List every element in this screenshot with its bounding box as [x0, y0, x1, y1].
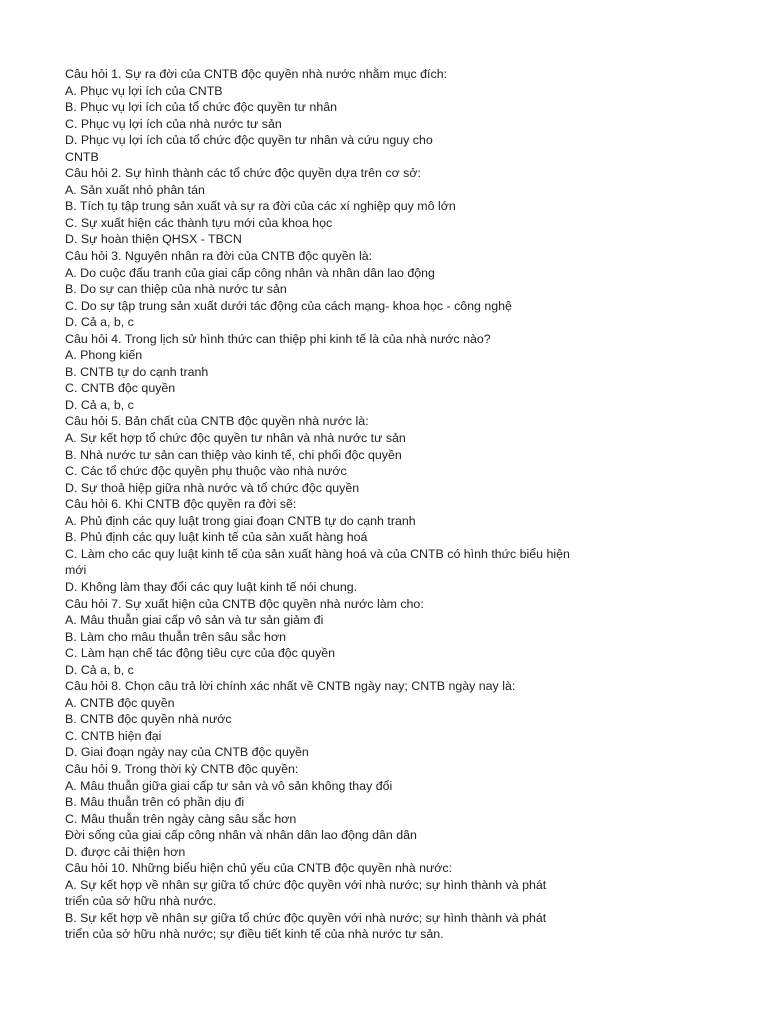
- question-5-heading: Câu hỏi 5. Bản chất của CNTB độc quyền nhà nước là:: [65, 414, 369, 429]
- question-9-option-d: D. được cải thiện hơn: [65, 844, 186, 859]
- question-10-heading: Câu hỏi 10. Những biểu hiện chủ yếu của CNTB độc quyền nhà nước:: [65, 861, 453, 876]
- question-4-heading: Câu hỏi 4. Trong lịch sử hình thức can thiệp phi kinh tế là của nhà nước nào?: [65, 331, 491, 346]
- question-7-option-b: B. Làm cho mâu thuẫn trên sâu sắc hơn: [65, 629, 286, 644]
- question-10-option-a-continued: triển của sở hữu nhà nước.: [65, 894, 217, 909]
- question-9-statement: Đời sống của giai cấp công nhân và nhân dân lao động dân dân: [65, 828, 417, 843]
- question-8-option-b: B. CNTB độc quyền nhà nước: [65, 712, 232, 727]
- document-page: [65, 66, 585, 943]
- question-8-heading: Câu hỏi 8. Chọn câu trả lời chính xác nhất về CNTB ngày nay; CNTB ngày nay là:: [65, 679, 516, 694]
- question-2-option-c: C. Sự xuất hiện các thành tựu mới của khoa học: [65, 215, 333, 230]
- question-4-option-d: D. Cả a, b, c: [65, 397, 134, 412]
- question-10-option-a: A. Sự kết hợp về nhân sự giữa tổ chức độc quyền với nhà nước; sự hình thành và phát: [65, 877, 547, 892]
- question-7-option-c: C. Làm hạn chế tác động tiêu cực của độc quyền: [65, 646, 336, 661]
- question-6-option-c-continued: mới: [65, 563, 87, 578]
- question-4-option-c: C. CNTB độc quyền: [65, 381, 176, 396]
- question-3-option-b: B. Do sự can thiệp của nhà nước tư sản: [65, 282, 287, 297]
- question-5-option-d: D. Sự thoả hiệp giữa nhà nước và tổ chức độc quyền: [65, 480, 360, 495]
- question-5-option-a: A. Sự kết hợp tổ chức độc quyền tư nhân và nhà nước tư sản: [65, 431, 406, 446]
- question-1-option-a: A. Phục vụ lợi ích của CNTB: [65, 83, 223, 98]
- question-10-option-b-continued: triển của sở hữu nhà nước; sự điều tiết kinh tế của nhà nước tư sản.: [65, 927, 444, 942]
- question-6-option-d: D. Không làm thay đổi các quy luật kinh tế nói chung.: [65, 579, 358, 594]
- question-5-option-b: B. Nhà nước tư sản can thiệp vào kinh tế, chi phối độc quyền: [65, 447, 402, 462]
- question-6-heading: Câu hỏi 6. Khi CNTB độc quyền ra đời sẽ:: [65, 497, 297, 512]
- question-1-option-d-continued: CNTB: [65, 149, 99, 164]
- question-1-option-b: B. Phục vụ lợi ích của tổ chức độc quyền tư nhân: [65, 100, 337, 115]
- question-9-option-c: C. Mâu thuẫn trên ngày càng sâu sắc hơn: [65, 811, 297, 826]
- question-1-heading: Câu hỏi 1. Sự ra đời của CNTB độc quyền nhà nước nhằm mục đích:: [65, 67, 448, 81]
- question-7-option-a: A. Mâu thuẫn giai cấp vô sản và tư sản giảm đi: [65, 613, 324, 628]
- question-4-option-b: B. CNTB tự do cạnh tranh: [65, 364, 209, 379]
- question-3-option-c: C. Do sự tập trung sản xuất dưới tác động của cách mạng- khoa học - công nghệ: [65, 298, 512, 313]
- question-3-option-a: A. Do cuộc đấu tranh của giai cấp công nhân và nhân dân lao động: [65, 265, 435, 280]
- question-8-option-c: C. CNTB hiện đại: [65, 728, 162, 743]
- question-6-option-b: B. Phủ định các quy luật kinh tế của sản xuất hàng hoá: [65, 530, 368, 545]
- question-6-option-a: A. Phủ định các quy luật trong giai đoạn CNTB tự do cạnh tranh: [65, 513, 416, 528]
- question-5-option-c: C. Các tổ chức độc quyền phụ thuộc vào nhà nước: [65, 464, 347, 479]
- question-9-option-a: A. Mâu thuẫn giữa giai cấp tư sản và vô sản không thay đổi: [65, 778, 393, 793]
- question-2-option-a: A. Sản xuất nhỏ phân tán: [65, 182, 205, 197]
- question-3-heading: Câu hỏi 3. Nguyên nhân ra đời của CNTB độc quyền là:: [65, 249, 373, 264]
- question-7-option-d: D. Cả a, b, c: [65, 662, 134, 677]
- question-6-option-c: C. Làm cho các quy luật kinh tế của sản xuất hàng hoá và của CNTB có hình thức biểu hiện: [65, 546, 570, 561]
- question-2-option-b: B. Tích tụ tập trung sản xuất và sự ra đời của các xí nghiệp quy mô lớn: [65, 199, 456, 214]
- question-4-option-a: A. Phong kiến: [65, 348, 143, 363]
- question-7-heading: Câu hỏi 7. Sự xuất hiện của CNTB độc quyền nhà nước làm cho:: [65, 596, 424, 611]
- question-10-option-b: B. Sự kết hợp về nhân sự giữa tổ chức độc quyền với nhà nước; sự hình thành và phát: [65, 910, 547, 925]
- question-8-option-a: A. CNTB độc quyền: [65, 695, 175, 710]
- question-9-option-b: B. Mâu thuẫn trên có phần dịu đi: [65, 795, 245, 810]
- question-2-heading: Câu hỏi 2. Sự hình thành các tổ chức độc quyền dựa trên cơ sở:: [65, 166, 421, 181]
- question-1-option-c: C. Phục vụ lợi ích của nhà nước tư sản: [65, 116, 282, 131]
- question-2-option-d: D. Sự hoàn thiện QHSX - TBCN: [65, 232, 242, 247]
- question-1-option-d: D. Phục vụ lợi ích của tổ chức độc quyền tư nhân và cứu nguy cho: [65, 133, 433, 148]
- question-3-option-d: D. Cả a, b, c: [65, 315, 134, 330]
- question-9-heading: Câu hỏi 9. Trong thời kỳ CNTB độc quyền:: [65, 761, 299, 776]
- question-8-option-d: D. Giai đoạn ngày nay của CNTB độc quyền: [65, 745, 309, 760]
